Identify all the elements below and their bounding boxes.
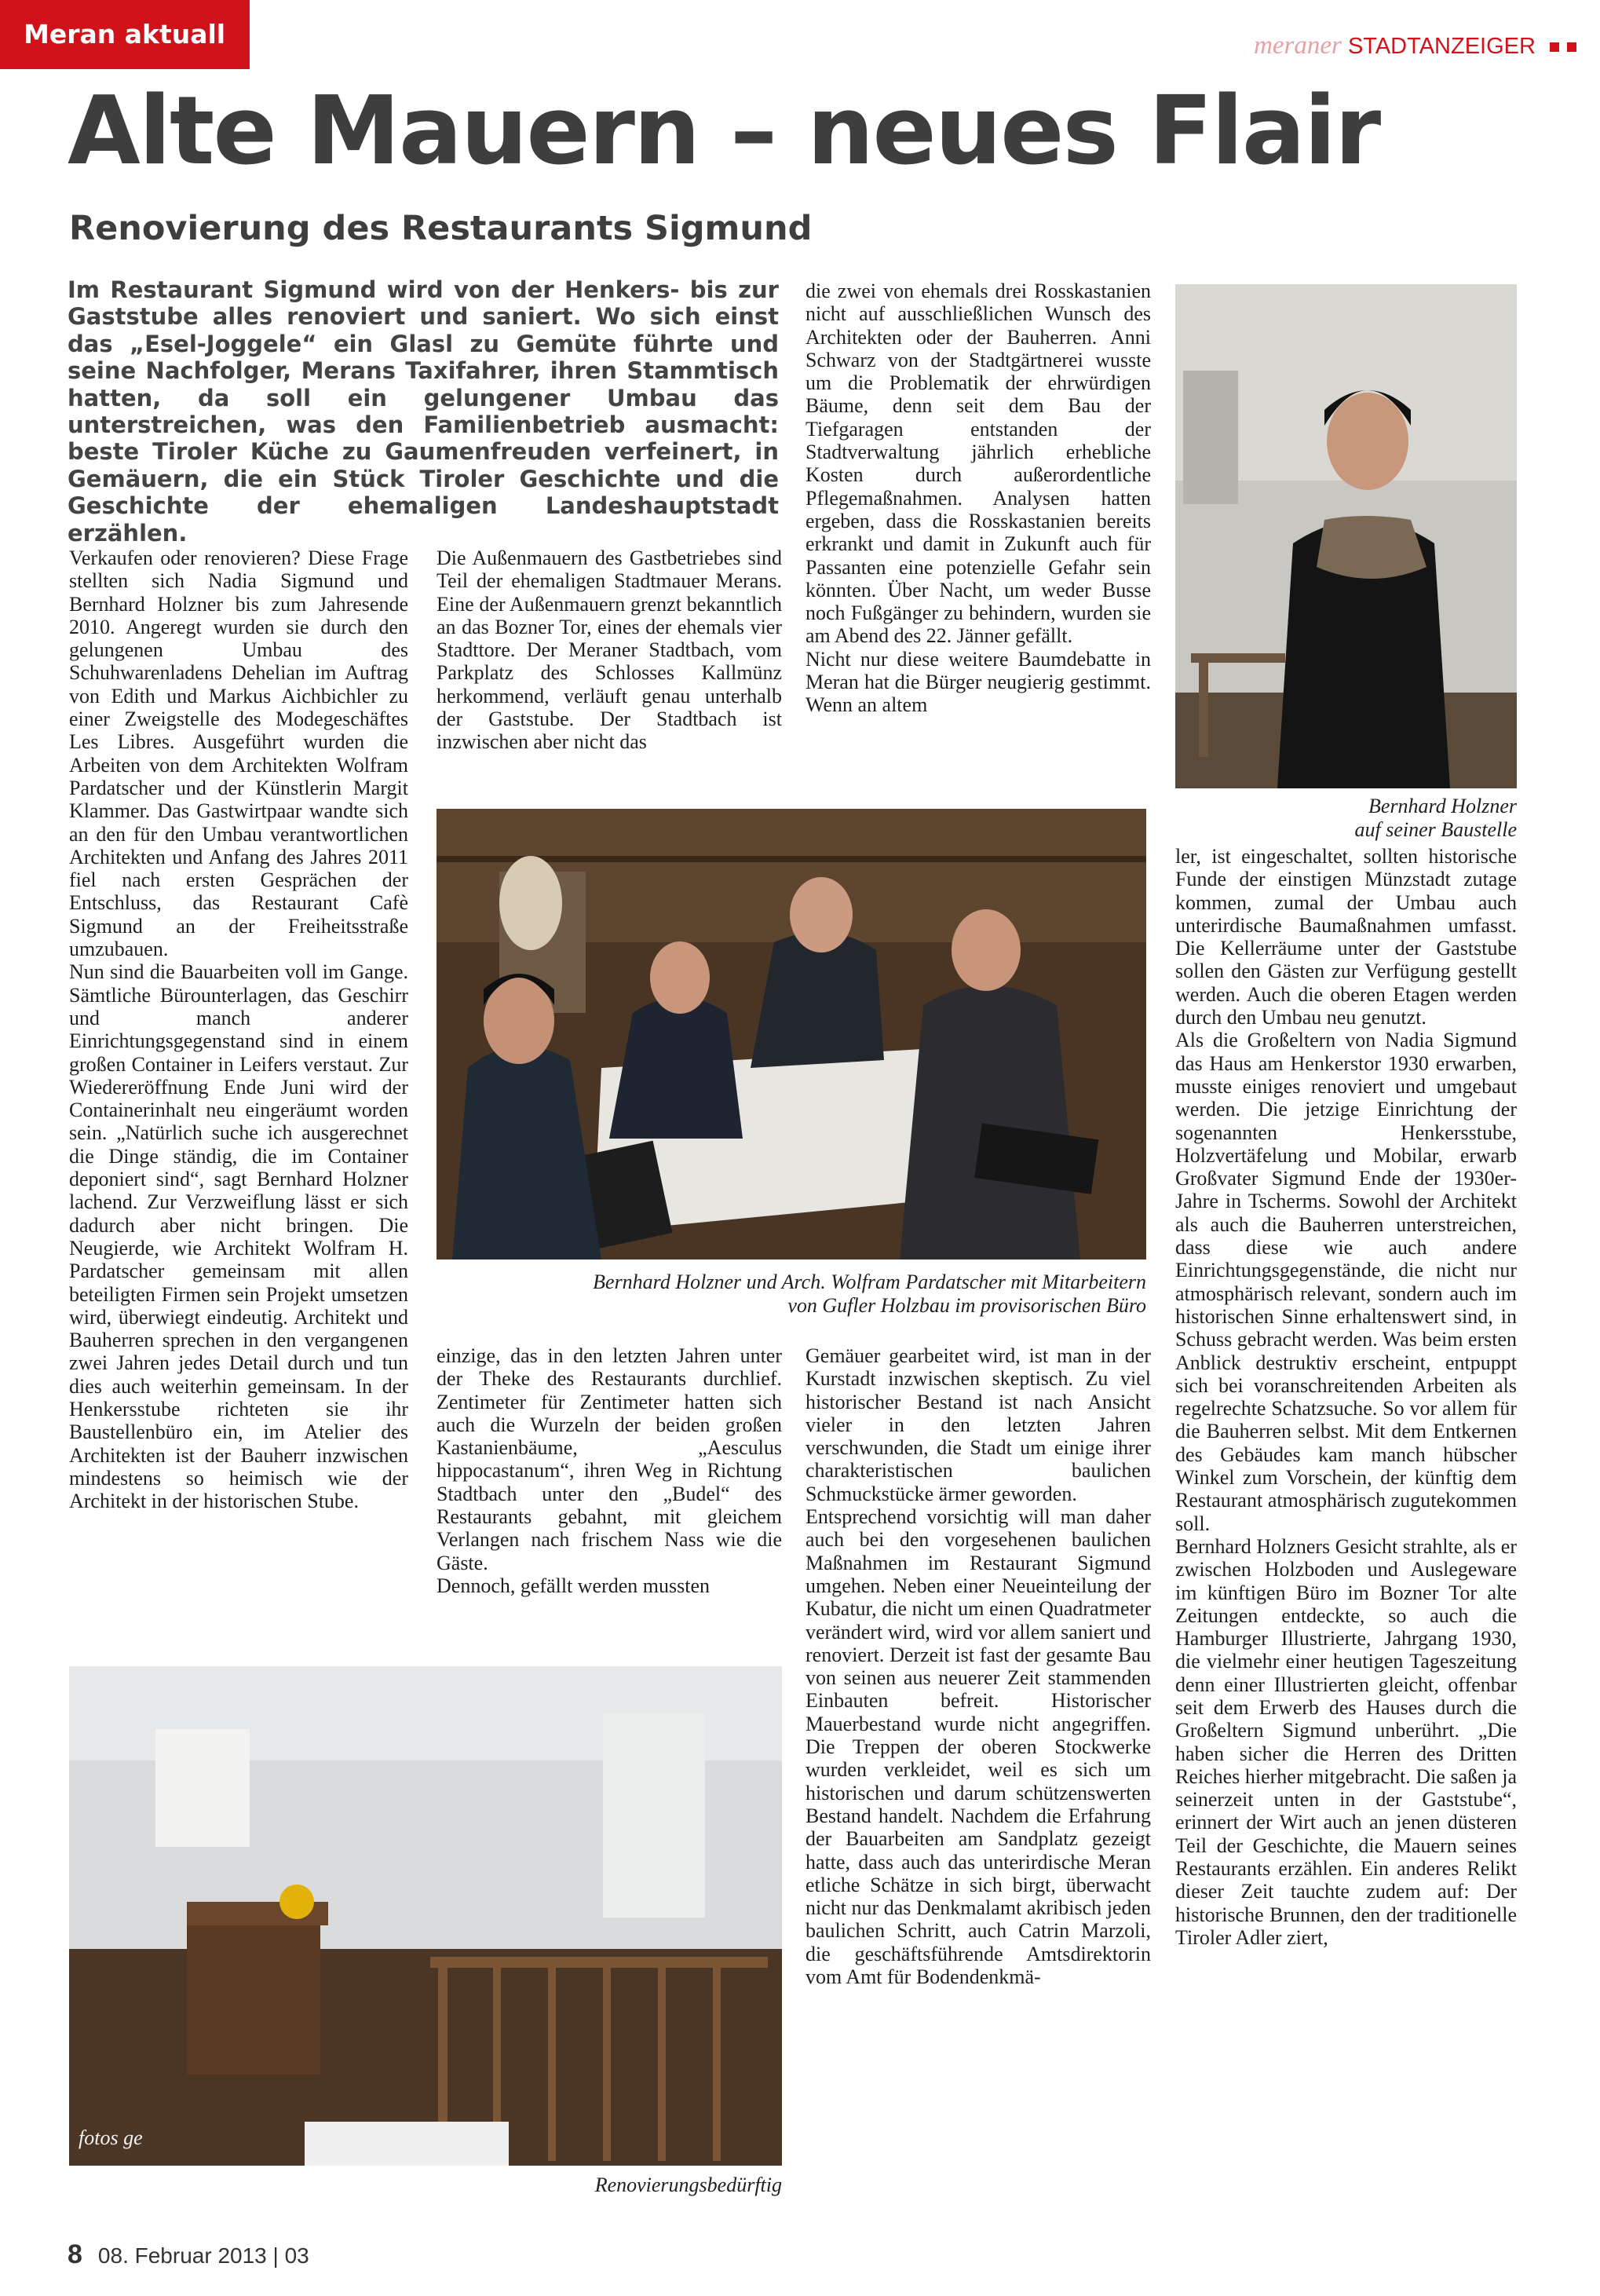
page-number: 8 — [68, 2239, 82, 2269]
caption-room: Renovierungsbedürftig — [594, 2174, 782, 2196]
article-column-3-top: die zwei von ehemals drei Rosskastanien nicht auf ausschließlichen Wunsch des Architekten oder der Bauherren. Anni Schwarz von der Stadtgärtnerei wusste um die Problematik der ehrwürdigen Bäume, denn seit dem Bau der Tiefgaragen entstanden der Stadtverwaltung jährlich erhebliche Kosten durch außerordentliche Pflegemaßnahmen. Analysen hatten ergeben, dass die Rosskastanien bereits erkrankt und damit in Zukunft auch für Passanten eine potenzielle Gefahr sein könnten. Über Nacht, um weder Busse noch Fußgänger zu behindern, wurden sie am Abend des 22. Jänner gefällt. Nicht nur diese weitere Baumdebatte in Meran hat die Bürger neugierig gestimmt. Wenn an altem — [805, 280, 1151, 717]
article-column-2-bottom: einzige, das in den letzten Jahren unter der Theke des Restaurants durchlief. Zentimeter für Zentimeter hatten sich auch die Wurzeln der beiden großen Kastanienbäume, „Aesculus hippocastanum“, ihren Weg in Richtung Stadtbach unter den „Budel“ des Restaurants gebahnt, mit gleichem Verlangen nach frischem Nass wie die Gäste. Dennoch, gefällt werden mussten — [437, 1344, 782, 1597]
meeting-photo — [437, 809, 1146, 1260]
caption-portrait: Bernhard Holzner auf seiner Baustelle — [1354, 795, 1517, 841]
subheadline: Renovierung des Restaurants Sigmund — [69, 209, 813, 248]
headline: Alte Mauern – neues Flair — [68, 77, 1380, 186]
page-footer — [68, 2239, 309, 2270]
square-icon — [1550, 42, 1559, 52]
photo-credit: fotos ge — [79, 2126, 143, 2149]
masthead-name: STADTANZEIGER — [1347, 34, 1536, 59]
lead-paragraph: Im Restaurant Sigmund wird von der Henkers- bis zur Gaststube alles renoviert und saniert. Wo sich einst das „Esel-Joggele“ ein Glasl zu Gemüte führte und seine Nachfolger, Merans Taxifahrer, ihren Stammtisch hatten, da soll ein gelungener Umbau das unterstreichen, was den Familienbetrieb ausmacht: beste Tiroler Küche zu Gaumenfreuden verfeinert, in Gemäuern, die ein Stück Tiroler Geschichte und die Geschichte der ehemaligen Landeshauptstadt erzählen. — [68, 276, 779, 547]
room-photo — [69, 1666, 782, 2166]
article-column-3-bottom: Gemäuer gearbeitet wird, ist man in der Kurstadt inzwischen skeptisch. Zu viel historischer Bestand ist nach Ansicht vieler in den letzten Jahren verschwunden, die Stadt um einige ihrer charakteristischen baulichen Schmuckstücke ärmer geworden. Entsprechend vorsichtig will man daher auch bei den vorgesehenen baulichen Maßnahmen im Restaurant Sigmund umgehen. Neben einer Neueinteilung der Kubatur, die nicht um einen Quadratmeter verändert wird, wird vor allem saniert und renoviert. Derzeit ist fast der gesamte Bau von seinen aus neuerer Zeit stammenden Einbauten befreit. Historischer Mauerbestand wurde nicht angegriffen. Die Treppen der oberen Stockwerke wurden verkleidet, weil es sich um historischen und darum schützenswerten Bestand handelt. Nachdem die Erfahrung der Bauarbeiten am Sandplatz gezeigt hatte, dass auch das unterirdische Meran etliche Schätze in sich birgt, überwacht nicht nur das Denkmalamt akribisch jeden baulichen Schritt, auch Catrin Marzoli, die geschäftsführende Amtsdirektorin vom Amt für Bodendenkmä- — [805, 1344, 1151, 1989]
masthead-brand: meraner — [1254, 31, 1342, 60]
caption-meeting: Bernhard Holzner und Arch. Wolfram Pardatscher mit Mitarbeitern von Gufler Holzbau im provisorischen Büro — [593, 1270, 1146, 1317]
section-tag: Meran aktuall — [0, 0, 250, 69]
masthead — [1254, 31, 1576, 60]
portrait-photo — [1175, 284, 1517, 788]
square-icon — [1567, 42, 1576, 52]
article-column-2-top: Die Außenmauern des Gastbetriebes sind Teil der ehemaligen Stadtmauer Merans. Eine der Außenmauern grenzt bekanntlich an das Bozner Tor, eines der ehemals vier Stadttore. Der Meraner Stadtbach, vom Parkplatz des Schlosses Kallmünz herkommend, verläuft genau unterhalb der Gaststube. Der Stadtbach ist inzwischen aber nicht das — [437, 547, 782, 754]
article-column-4: ler, ist eingeschaltet, sollten historische Funde der einstigen Münzstadt zutage kommen, zumal der Umbau auch unterirdische Baumaßnahmen umfasst. Die Kellerräume unter der Gaststube sollen den Gästen zur Verfügung gestellt werden. Auch die oberen Etagen werden durch den Umbau neu genutzt. Als die Großeltern von Nadia Sigmund das Haus am Henkerstor 1930 erwarben, musste einiges renoviert und umgebaut werden. Die jetzige Einrichtung der sogenannten Henkersstube, Holzvertäfelung und Mobilar, erwarb Großvater Sigmund Ende der 1930er-Jahre in Tscherms. Sowohl der Architekt als auch die Bauherren unterstreichen, dass diese wie auch andere Einrichtungsgegenstände, die nicht nur atmosphärisch relevant, sondern auch im historischen Sinne erhaltenswert sind, in Schuss gebracht werden. Was beim ersten Anblick destruktiv erscheint, entpuppt sich bei voranschreitenden Arbeiten als regelrechte Schatzsuche. So vor allem für die Bauherren selbst. Mit dem Entkernen des Gebäudes kam manch hübscher Winkel zum Vorschein, der künftig dem Restaurant atmosphärisch zugutekommen soll. Bernhard Holzners Gesicht strahlte, als er zwischen Holzboden und Auslegeware im künftigen Büro im Bozner Tor alte Zeitungen entdeckte, so auch die Hamburger Illustrierte, Jahrgang 1930, die vielmehr einer heutigen Tageszeitung denn einer Illustrierten gleicht, offenbar seit dem Erwerb des Hauses durch die Großeltern Sigmund unberührt. „Die haben sicher die Herren des Dritten Reiches hierher mitgebracht. Die saßen ja seinerzeit unten in der Gaststube“, erinnert der Wirt auch an jenen düsteren Teil der Geschichte, die Mauern seines Restaurants erzählen. Ein anderes Relikt dieser Zeit tauchte zudem auf: Der historische Brunnen, den der traditionelle Tiroler Adler ziert, — [1175, 845, 1517, 1949]
issue-date: 08. Februar 2013 | 03 — [97, 2243, 309, 2268]
article-column-1: Verkaufen oder renovieren? Diese Frage stellten sich Nadia Sigmund und Bernhard Holzner bis zum Jahresende 2010. Angeregt wurden sie durch den gelungenen Umbau des Schuhwarenladens Dehelian im Auftrag von Edith und Markus Aichbichler zu einer Zweigstelle des Modegeschäftes Les Libres. Ausgeführt wurden die Arbeiten von dem Architekten Wolfram Pardatscher und der Künstlerin Margit Klammer. Das Gastwirtpaar wandte sich an den für den Umbau verantwortlichen Architekten und Anfang des Jahres 2011 fiel nach ersten Gesprächen der Entschluss, das Restaurant Cafè Sigmund an der Freiheitsstraße umzubauen. Nun sind die Bauarbeiten voll im Gange. Sämtliche Bürounterlagen, das Geschirr und manch anderer Einrichtungsgegenstand sind in einem großen Container in Leifers verstaut. Zur Wiedereröffnung Ende Juni wird der Containerinhalt neu eingeräumt worden sein. „Natürlich suche ich ausgerechnet die Dinge ständig, die im Container deponiert sind“, sagt Bernhard Holzner lachend. Zur Verzweiflung lässt er sich dadurch aber nicht bringen. Die Neugierde, wie Architekt Wolfram H. Pardatscher gemeinsam mit allen beteiligten Firmen sein Projekt umsetzen wird, überwiegt eindeutig. Architekt und Bauherren sprechen in den vergangenen zwei Jahren jedes Detail durch und tun dies auch weiterhin gemeinsam. In der Henkersstube richteten sie ihr Baustellenbüro ein, im Atelier des Architekten ist der Bauherr inzwischen mindestens so heimisch wie der Architekt in der historischen Stube. — [69, 547, 408, 1513]
